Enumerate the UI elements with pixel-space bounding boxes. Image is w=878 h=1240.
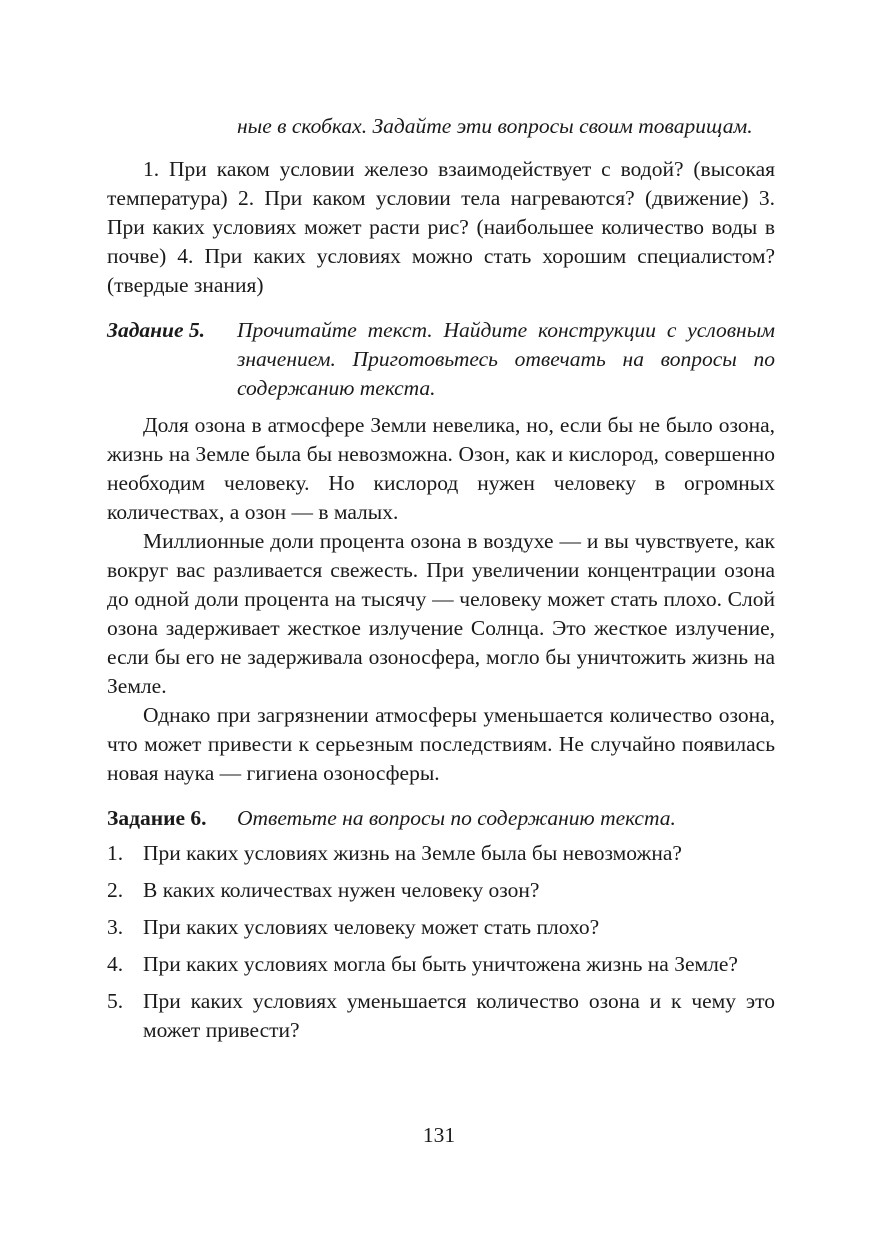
question-text: При каких условиях уменьшается количество озона и к чему это может привести? — [143, 989, 775, 1042]
task-6-instruction: Ответьте на вопросы по содержанию текста. — [237, 806, 676, 830]
question-number: 1. — [107, 841, 124, 865]
task-5-label: Задание 5. — [107, 318, 206, 342]
task-6-label: Задание 6. — [107, 806, 207, 830]
task-6-heading — [107, 804, 775, 833]
question-text: При каких условиях человеку может стать плохо? — [143, 915, 600, 939]
question-number: 2. — [107, 878, 124, 902]
question-text: В каких количествах нужен человеку озон? — [143, 878, 540, 902]
question-item — [107, 839, 775, 868]
page-number: 131 — [422, 1123, 456, 1147]
question-text: При каких условиях могла бы быть уничтожена жизнь на Земле? — [143, 952, 738, 976]
question-item — [107, 913, 775, 942]
question-list — [107, 839, 775, 1045]
reading-paragraph: Доля озона в атмосфере Земли невелика, но, если бы не было озона, жизнь на Земле была бы невозможна. Озон, как и кислород, совершенно необходим человеку. Но кислород нужен человеку в огромных количествах, а озон — в малых. — [107, 413, 775, 524]
question-item — [107, 876, 775, 905]
reading-paragraph: Однако при загрязнении атмосферы уменьшается количество озона, что может привести к серьезным последствиям. Не случайно появилась новая наука — гигиена озоносферы. — [107, 703, 775, 785]
question-item — [107, 987, 775, 1045]
continued-instruction: ные в скобках. Задайте эти вопросы своим товарищам. — [237, 114, 753, 138]
reading-paragraph: Миллионные доли процента озона в воздухе — и вы чувствуете, как вокруг вас разливается свежесть. При увеличении концентрации озона до одной доли процента на тысячу — человеку может стать плохо. Слой озона задерживает жесткое излучение Солнца. Это жесткое излучение, если бы его не задерживала озоносфера, могло бы уничтожить жизнь на Земле. — [107, 529, 775, 698]
task-5-instruction: Прочитайте текст. Найдите конструкции с условным значением. Приготовьтесь отвечать на вопросы по содержанию текста. — [237, 318, 775, 400]
exercise-paragraph: 1. При каком условии железо взаимодействует с водой? (высокая температура) 2. При каком условии тела нагреваются? (движение) 3. При каких условиях может расти рис? (наибольшее количество воды в почве) 4. При каких условиях можно стать хорошим специалистом? (твердые знания) — [107, 157, 775, 297]
question-item — [107, 950, 775, 979]
task-5-heading — [107, 316, 775, 403]
question-number: 5. — [107, 989, 124, 1013]
question-number: 3. — [107, 915, 124, 939]
question-text: При каких условиях жизнь на Земле была бы невозможна? — [143, 841, 682, 865]
page-content — [107, 112, 775, 1053]
question-number: 4. — [107, 952, 124, 976]
